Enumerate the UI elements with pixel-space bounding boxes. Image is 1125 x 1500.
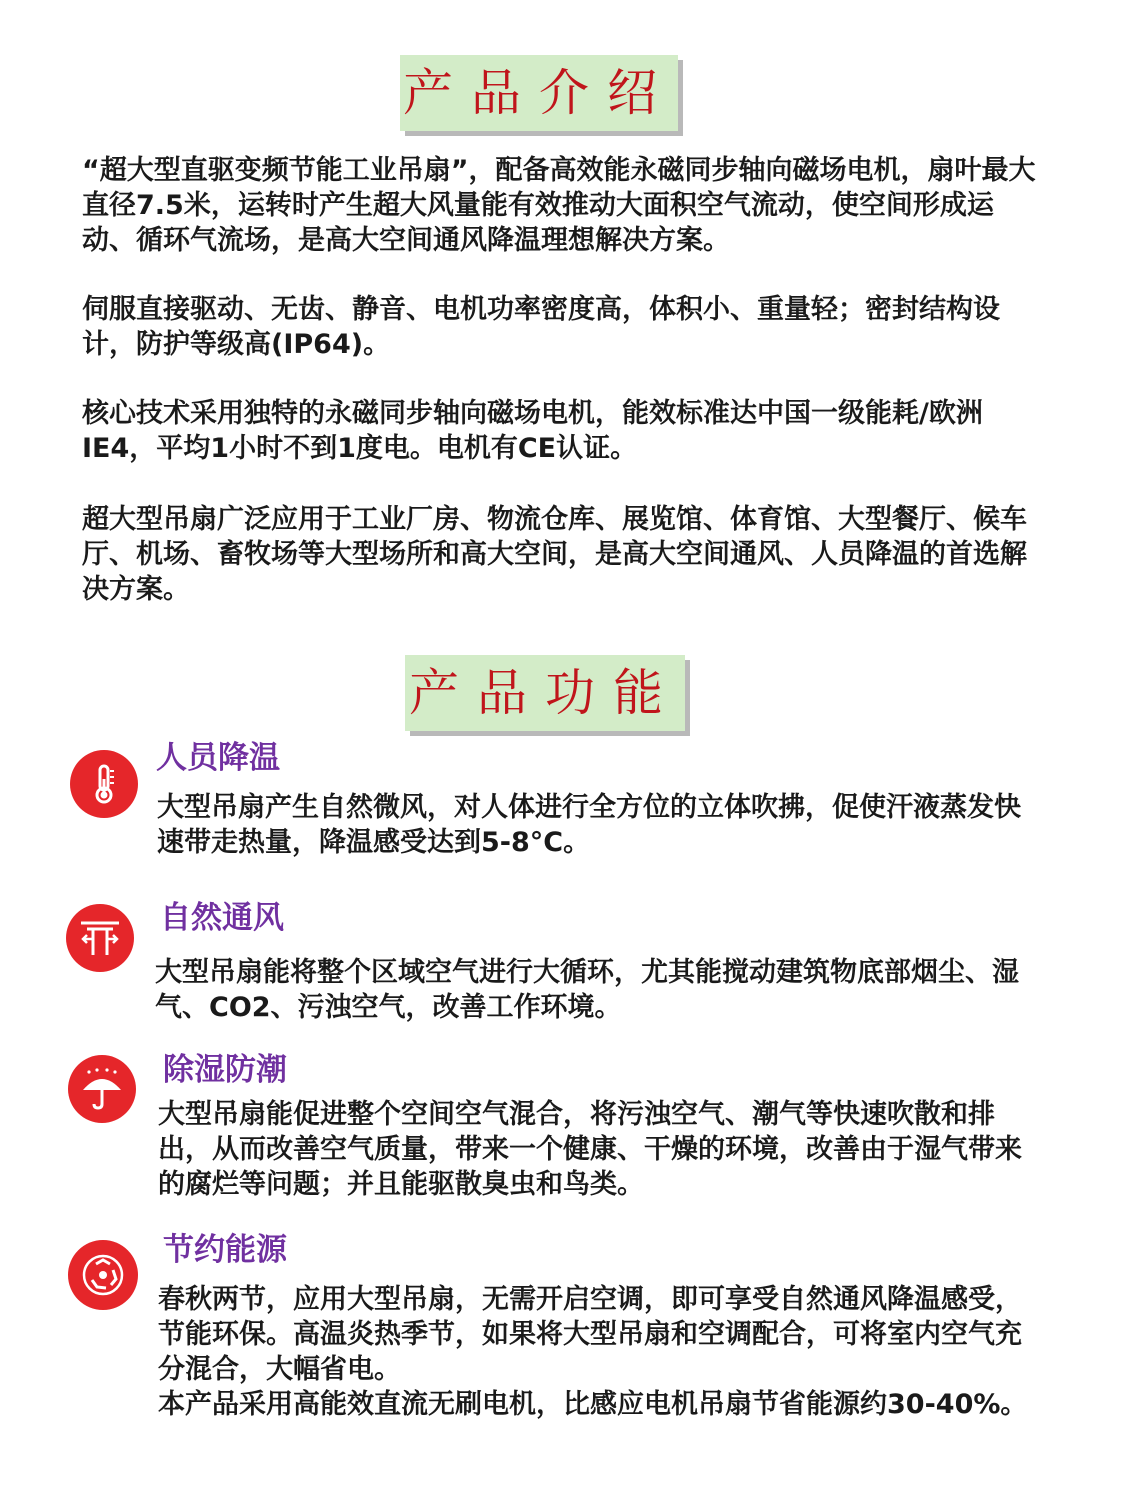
feature-title: 自然通风 <box>160 900 284 936</box>
intro-paragraph: “超大型直驱变频节能工业吊扇”，配备高效能永磁同步轴向磁场电机，扇叶最大直径7.5米，运转时产生超大风量能有效推动大面积空气流动，使空间形成运动、循环气流场，是高大空间通风降温理想解决方案。 <box>82 155 1036 256</box>
feature-description: 大型吊扇产生自然微风，对人体进行全方位的立体吹拂，促使汗液蒸发快速带走热量，降温感受达到5-8°C。 <box>157 792 1021 858</box>
intro-paragraph: 伺服直接驱动、无齿、静音、电机功率密度高，体积小、重量轻；密封结构设计，防护等级高(IP64)。 <box>82 294 1000 360</box>
feature-title: 节约能源 <box>163 1232 287 1268</box>
feature-description: 大型吊扇能促进整个空间空气混合，将污浊空气、潮气等快速吹散和排出，从而改善空气质量，带来一个健康、干燥的环境，改善由于湿气带来的腐烂等问题；并且能驱散臭虫和鸟类。 <box>158 1099 1022 1200</box>
feature-description: 大型吊扇能将整个区域空气进行大循环，尤其能搅动建筑物底部烟尘、湿气、CO2、污浊空气，改善工作环境。 <box>155 957 1019 1023</box>
intro-paragraph: 核心技术采用独特的永磁同步轴向磁场电机，能效标准达中国一级能耗/欧洲IE4，平均1小时不到1度电。电机有CE认证。 <box>82 398 983 464</box>
feature-description-block <box>158 1282 1028 1422</box>
intro-section-title: 产品介绍 <box>400 55 678 131</box>
umbrella-icon <box>68 1055 136 1123</box>
functions-section-title: 产品功能 <box>405 655 685 731</box>
feature-title: 人员降温 <box>156 740 280 776</box>
feature-description: 本产品采用高能效直流无刷电机，比感应电机吊扇节省能源约30-40%。 <box>158 1389 1028 1420</box>
feature-description: 春秋两节，应用大型吊扇，无需开启空调，即可享受自然通风降温感受，节能环保。高温炎热季节，如果将大型吊扇和空调配合，可将室内空气充分混合，大幅省电。 <box>158 1284 1022 1385</box>
thermometer-icon <box>70 750 138 818</box>
feature-title: 除湿防潮 <box>163 1052 287 1088</box>
recycle-icon <box>68 1240 138 1310</box>
intro-paragraph: 超大型吊扇广泛应用于工业厂房、物流仓库、展览馆、体育馆、大型餐厅、候车厅、机场、畜牧场等大型场所和高大空间，是高大空间通风、人员降温的首选解决方案。 <box>82 504 1027 605</box>
airflow-icon <box>66 904 134 972</box>
